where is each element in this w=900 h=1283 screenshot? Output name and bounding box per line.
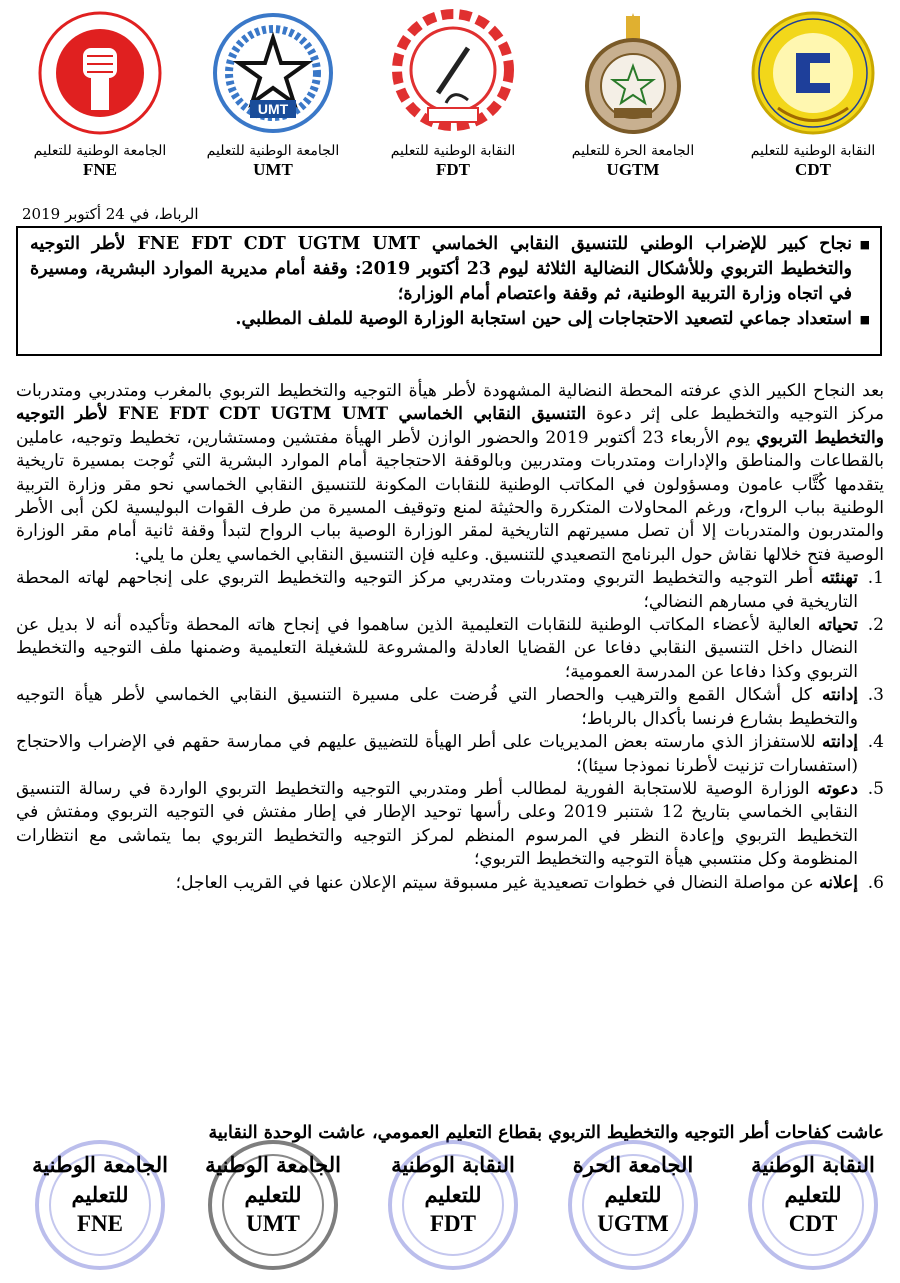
summary-item: ■ استعداد جماعي لتصعيد الاحتجاجات إلى حين استجابة الوزارة الوصية للملف المطلبي. bbox=[30, 307, 870, 332]
declaration-item: .1 تهنئته أطر التوجيه والتخطيط التربوي ومتدربات ومتدربي مركز التوجيه والتخطيط التربوي على إنجاحهم لهاته المحطة التاريخية في مسارهم النضالي؛ bbox=[16, 568, 884, 612]
union-name: الجامعة الحرة للتعليم bbox=[571, 143, 695, 159]
summary-box bbox=[16, 226, 882, 356]
union-abbr: UMT bbox=[253, 160, 293, 179]
declaration-item: .5 دعوته الوزارة الوصية للاستجابة الفورية لمطالب أطر ومتدربي التوجيه والتخطيط التربوي الواردة في رسالة التنسيق النقابي الخماسي بتاريخ 12 شتنبر 2019 وعلى رأسها توحيد الإطار في إطار مفتش في التوجيه التربوي ومفتش في التخطيط التربوي وإعادة النظر في المرسوم المنظم لمركز التوجيه والتخطيط التربوي بما يتماشى مع انتظارات المنظومة وكل منتسبي هيأة التوجيه والتخطيط التربوي؛ bbox=[16, 778, 884, 870]
cdt-logo-icon bbox=[748, 8, 878, 138]
union-ugtm bbox=[548, 8, 718, 180]
union-logos-header bbox=[0, 8, 900, 208]
signature-fdt: النقابة الوطنية للتعليم FDT bbox=[368, 1150, 538, 1238]
declaration-item: .2 تحياته العالية لأعضاء المكاتب الوطنية للنقابات التعليمية الذين ساهموا في إنجاح هاته المحطة وتأكيده أنه لا بديل عن النضال داخل التنسيق النقابي دفاعا عن القضايا العادلة والمشروعة للشغيلة التعليمية وضمنها ملف التوجيه والتخطيط التربوي وكذا دفاعا عن المدرسة العمومية؛ bbox=[16, 615, 884, 682]
union-fne bbox=[15, 8, 185, 180]
signature-ugtm: الجامعة الحرة للتعليم UGTM bbox=[548, 1150, 718, 1238]
fne-logo-icon bbox=[35, 8, 165, 138]
declaration-item: .4 إدانته للاستفزاز الذي مارسته بعض المديريات على أطر الهيأة للتضييق عليهم في ممارسة حقهم في الإضراب والاحتجاج (استفسارات تزنيت لأطرنا نموذجا سيئا)؛ bbox=[16, 732, 884, 776]
union-name: الجامعة الوطنية للتعليم bbox=[206, 143, 340, 159]
dateline: الرباط، في 24 أكتوبر 2019 bbox=[22, 205, 199, 223]
union-abbr: FNE bbox=[83, 160, 117, 179]
signatures-row bbox=[0, 1150, 900, 1283]
ugtm-logo-icon bbox=[568, 8, 698, 138]
union-name: النقابة الوطنية للتعليم bbox=[390, 143, 516, 159]
signature-fne: الجامعة الوطنية للتعليم FNE bbox=[15, 1150, 185, 1238]
union-abbr: FDT bbox=[436, 160, 470, 179]
intro-text-2: يوم الأربعاء 23 أكتوبر 2019 والحضور الوازن لأطر الهيأة مفتشين ومستشارين، تخطيط وتوجيه، عاملين بالقطاعات والمناطق والإدارات ومتدربات ومتدربين وبالوقفة الاحتجاجية أمام الموارد البشرية التي تُوجت بمسيرة تاريخية يتقدمها كُتَّاب عامون ومسؤولون في المكاتب الوطنية للنقابات المكونة للتنسيق النقابي الخماسي نحو مقر وزارة التربية الوطنية بباب الرواح، ورغم المحاولات المتكررة والحثيثة لمنع وتوقيف المسيرة من طرف القوات البوليسية لكن أبى الأطر والمتدربون والمتدربات إلا أن تصل مسيرتهم التاريخية لمقر الوزارة الوصية بباب الرواح لتبدأ وقفة ثانية أمام مقر الوزارة الوصية فتح خلالها نقاش حول البرنامج التصعيدي للتنسيق. وعليه فإن التنسيق النقابي الخماسي يعلن ما يلي: bbox=[16, 427, 884, 565]
intro-bold-coordination: التنسيق النقابي الخماسي FNE FDT CDT UGTM UMT لأطر التوجيه والتخطيط التربوي bbox=[16, 404, 884, 448]
intro-paragraph bbox=[16, 380, 884, 567]
declaration-item: .6 إعلانه عن مواصلة النضال في خطوات تصعيدية غير مسبوقة سيتم الإعلان عنها في القريب العاجل؛ bbox=[175, 872, 884, 893]
union-name: النقابة الوطنية للتعليم bbox=[750, 143, 876, 159]
union-name: الجامعة الوطنية للتعليم bbox=[33, 143, 167, 159]
statement-body bbox=[16, 380, 884, 895]
svg-text:UMT: UMT bbox=[257, 101, 289, 117]
declaration-item: .3 إدانته كل أشكال القمع والترهيب والحصار التي فُرضت على مسيرة التنسيق النقابي الخماسي لأطر هيأة التوجيه والتخطيط بشارع فرنسا بأكدال بالرباط؛ bbox=[16, 685, 884, 729]
umt-logo-icon bbox=[208, 8, 338, 138]
union-umt bbox=[188, 8, 358, 180]
union-abbr: CDT bbox=[795, 160, 831, 179]
signature-umt: الجامعة الوطنية للتعليم UMT bbox=[188, 1150, 358, 1238]
union-abbr: UGTM bbox=[606, 160, 660, 179]
union-fdt bbox=[368, 8, 538, 180]
signature-cdt: النقابة الوطنية للتعليم CDT bbox=[728, 1150, 898, 1238]
fdt-logo-icon bbox=[388, 8, 518, 138]
declaration-list bbox=[16, 567, 884, 895]
intro-text-1: بعد النجاح الكبير الذي عرفته المحطة النضالية المشهودة لأطر هيأة التوجيه والتخطيط التربوي بالمغرب ومتدربي ومتدربات مركز التوجيه والتخطيط على إثر دعوة bbox=[16, 381, 885, 425]
union-cdt bbox=[728, 8, 898, 180]
closing-slogan: عاشت كفاحات أطر التوجيه والتخطيط التربوي بقطاع التعليم العمومي، عاشت الوحدة النقابية bbox=[208, 1123, 884, 1143]
summary-item: ■ نجاح كبير للإضراب الوطني للتنسيق النقابي الخماسي FNE FDT CDT UGTM UMT لأطر التوجيه والتخطيط التربوي وللأشكال النضالية الثلاثة ليوم 23 أكتوبر 2019: وقفة أمام مديرية الموارد البشرية، ومسيرة في اتجاه وزارة التربية الوطنية، ثم وقفة واعتصام أمام الوزارة؛ bbox=[30, 232, 870, 307]
